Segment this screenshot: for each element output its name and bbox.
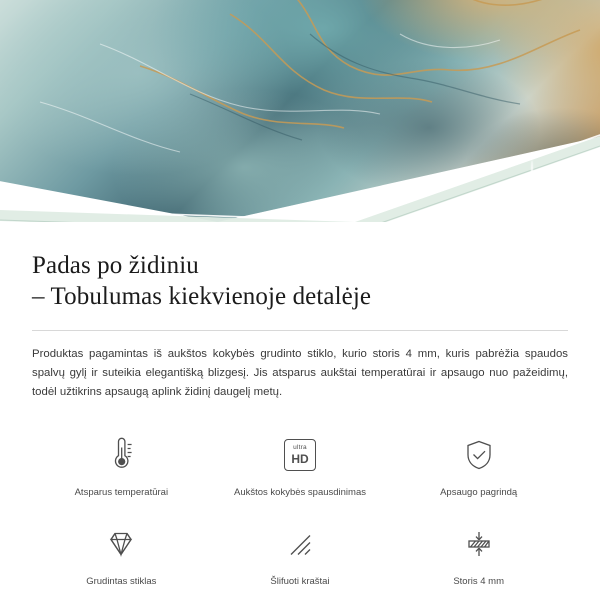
diamond-icon — [100, 521, 142, 567]
polished-edges-icon — [279, 521, 321, 567]
ultra-hd-bottom-text: HD — [291, 451, 309, 466]
shield-check-icon — [458, 432, 500, 478]
page-title — [32, 250, 568, 312]
feature-item-tempered-glass — [32, 515, 211, 598]
thickness-icon — [458, 521, 500, 567]
feature-label: Storis 4 mm — [453, 576, 504, 587]
feature-label: Apsaugo pagrindą — [440, 487, 518, 498]
feature-item-temperature — [32, 426, 211, 509]
sparkle-small-icon — [545, 190, 563, 208]
ultra-hd-icon — [284, 432, 316, 478]
thermometer-icon — [100, 432, 142, 478]
content-area — [0, 250, 600, 598]
feature-label: Atsparus temperatūrai — [74, 487, 169, 498]
divider — [32, 330, 568, 331]
feature-item-thickness — [389, 515, 568, 598]
description-paragraph: Produktas pagamintas iš aukštos kokybės grudinto stiklo, kurio storis 4 mm, kuris pabrėžia spaudos spalvų gylį ir suteikia elegantišką blizgesį. Jis atsparus aukštai temperatūrai ir apsaugo nuo pažeidimų, todėl užtikrins apsaugą aplink židinį daugelį metų. — [32, 348, 568, 398]
sparkle-large-icon — [512, 160, 552, 200]
ultra-hd-top-text: ultra — [293, 444, 307, 452]
feature-item-print-quality — [211, 426, 390, 509]
feature-item-polished-edges — [211, 515, 390, 598]
sparkle-medium-icon — [488, 186, 512, 210]
feature-label: Aukštos kokybės spausdinimas — [233, 487, 366, 498]
marble-glass-panel-image — [0, 0, 600, 222]
page-title-line-2: – Tobulumas kiekvienoje detalėje — [32, 283, 372, 310]
hero-image — [0, 0, 600, 222]
page-title-line-1: Padas po židiniu — [32, 252, 199, 279]
feature-grid — [32, 426, 568, 598]
feature-label: Šlifuoti kraštai — [270, 576, 330, 587]
feature-item-surface-protection — [389, 426, 568, 509]
feature-label: Grudintas stiklas — [86, 576, 157, 587]
